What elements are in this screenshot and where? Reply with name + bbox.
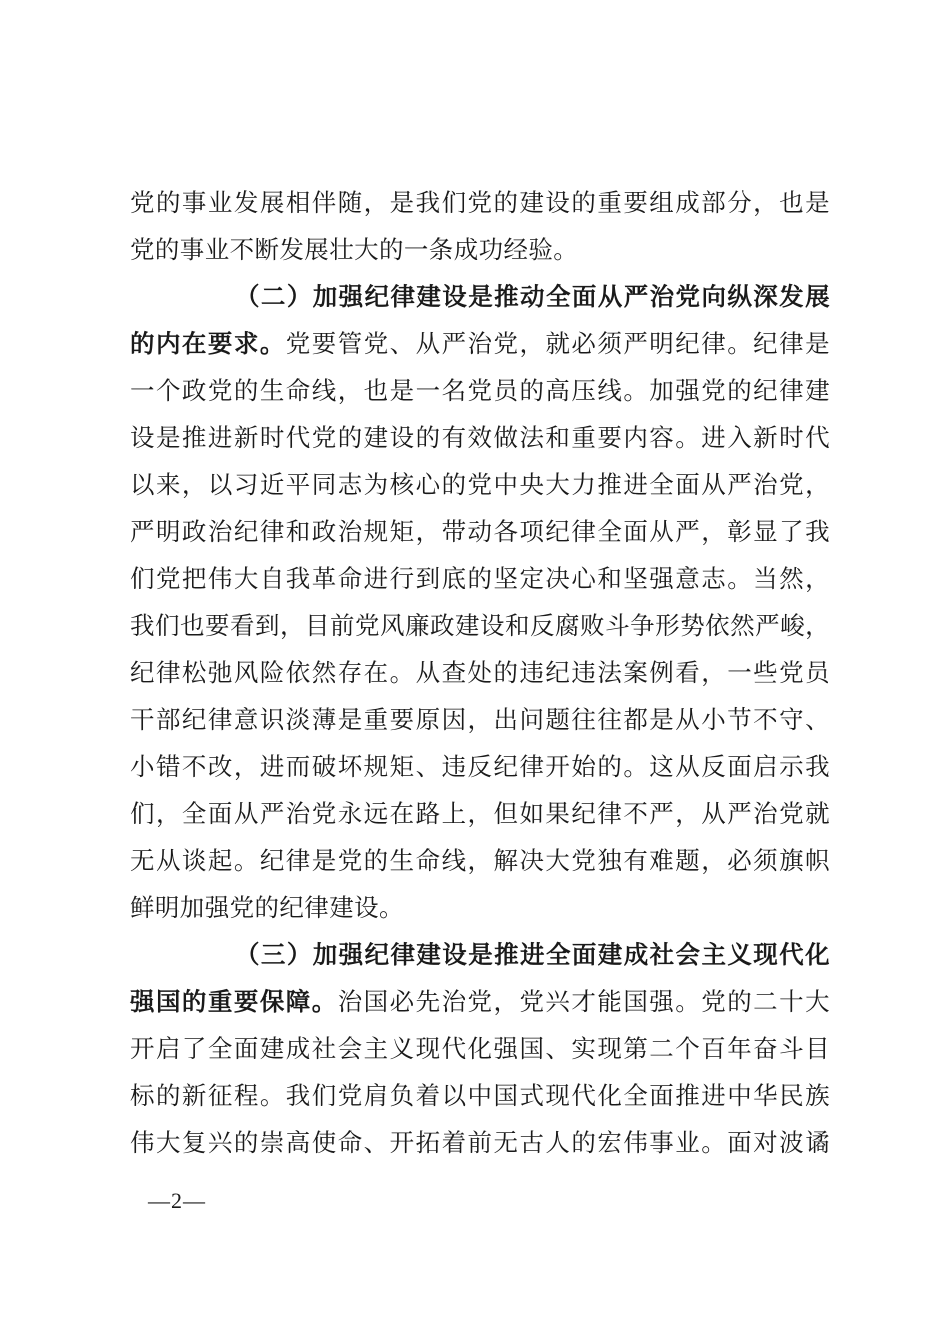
section-heading-text: （三）加强纪律建设是推进全面建成社会主义现代化 <box>235 940 830 969</box>
body-text-segment: 们，全面从严治党永远在路上，但如果纪律不严，从严治党就 <box>130 799 830 828</box>
body-text-segment: 党的事业发展相伴随，是我们党的建设的重要组成部分，也是 <box>130 188 830 217</box>
text-line <box>130 367 830 414</box>
text-line <box>130 978 830 1025</box>
body-text-segment: 设是推进新时代党的建设的有效做法和重要内容。进入新时代 <box>130 423 830 452</box>
text-line <box>130 696 830 743</box>
body-text-segment: 党的事业不断发展壮大的一条成功经验。 <box>130 235 579 264</box>
text-line <box>130 602 830 649</box>
body-text-segment: 无从谈起。纪律是党的生命线，解决大党独有难题，必须旗帜 <box>130 846 830 875</box>
body-text-segment: 治国必先治党，党兴才能国强。党的二十大 <box>337 987 830 1016</box>
body-text-segment: 开启了全面建成社会主义现代化强国、实现第二个百年奋斗目 <box>130 1034 830 1063</box>
body-text-segment: 们党把伟大自我革命进行到底的坚定决心和坚强意志。当然， <box>130 564 830 593</box>
text-line <box>130 414 830 461</box>
text-line <box>130 1025 830 1072</box>
text-line <box>130 743 830 790</box>
text-line <box>130 1119 830 1166</box>
body-text-segment: 一个政党的生命线，也是一名党员的高压线。加强党的纪律建 <box>130 376 830 405</box>
body-text-segment: 干部纪律意识淡薄是重要原因，出问题往往都是从小节不守、 <box>130 705 830 734</box>
body-text-segment: 伟大复兴的崇高使命、开拓着前无古人的宏伟事业。面对波谲 <box>130 1128 830 1157</box>
page-number: —2— <box>148 1188 206 1213</box>
body-text-segment: 鲜明加强党的纪律建设。 <box>130 893 404 922</box>
section-heading-text: 的内在要求。 <box>130 329 286 358</box>
body-text-segment: 小错不改，进而破坏规矩、违反纪律开始的。这从反面启示我 <box>130 752 830 781</box>
text-line <box>130 461 830 508</box>
text-line <box>130 226 830 273</box>
text-line <box>130 273 830 320</box>
body-text-segment: 严明政治纪律和政治规矩，带动各项纪律全面从严，彰显了我 <box>130 517 830 546</box>
text-line <box>130 179 830 226</box>
section-heading-text: 强国的重要保障。 <box>130 987 338 1016</box>
text-line <box>130 508 830 555</box>
body-text-segment: 我们也要看到，目前党风廉政建设和反腐败斗争形势依然严峻， <box>130 611 830 640</box>
text-line <box>130 1072 830 1119</box>
body-text <box>130 179 830 1166</box>
text-line <box>130 555 830 602</box>
text-line <box>130 931 830 978</box>
text-line <box>130 884 830 931</box>
text-line <box>130 320 830 367</box>
body-text-segment: 党要管党、从严治党，就必须严明纪律。纪律是 <box>285 329 830 358</box>
body-text-segment: 以来，以习近平同志为核心的党中央大力推进全面从严治党， <box>130 470 830 499</box>
body-text-segment: 纪律松弛风险依然存在。从查处的违纪违法案例看，一些党员 <box>130 658 830 687</box>
text-line <box>130 837 830 884</box>
text-line <box>130 790 830 837</box>
body-text-segment: 标的新征程。我们党肩负着以中国式现代化全面推进中华民族 <box>130 1081 830 1110</box>
text-line <box>130 649 830 696</box>
section-heading-text: （二）加强纪律建设是推动全面从严治党向纵深发展 <box>235 282 830 311</box>
